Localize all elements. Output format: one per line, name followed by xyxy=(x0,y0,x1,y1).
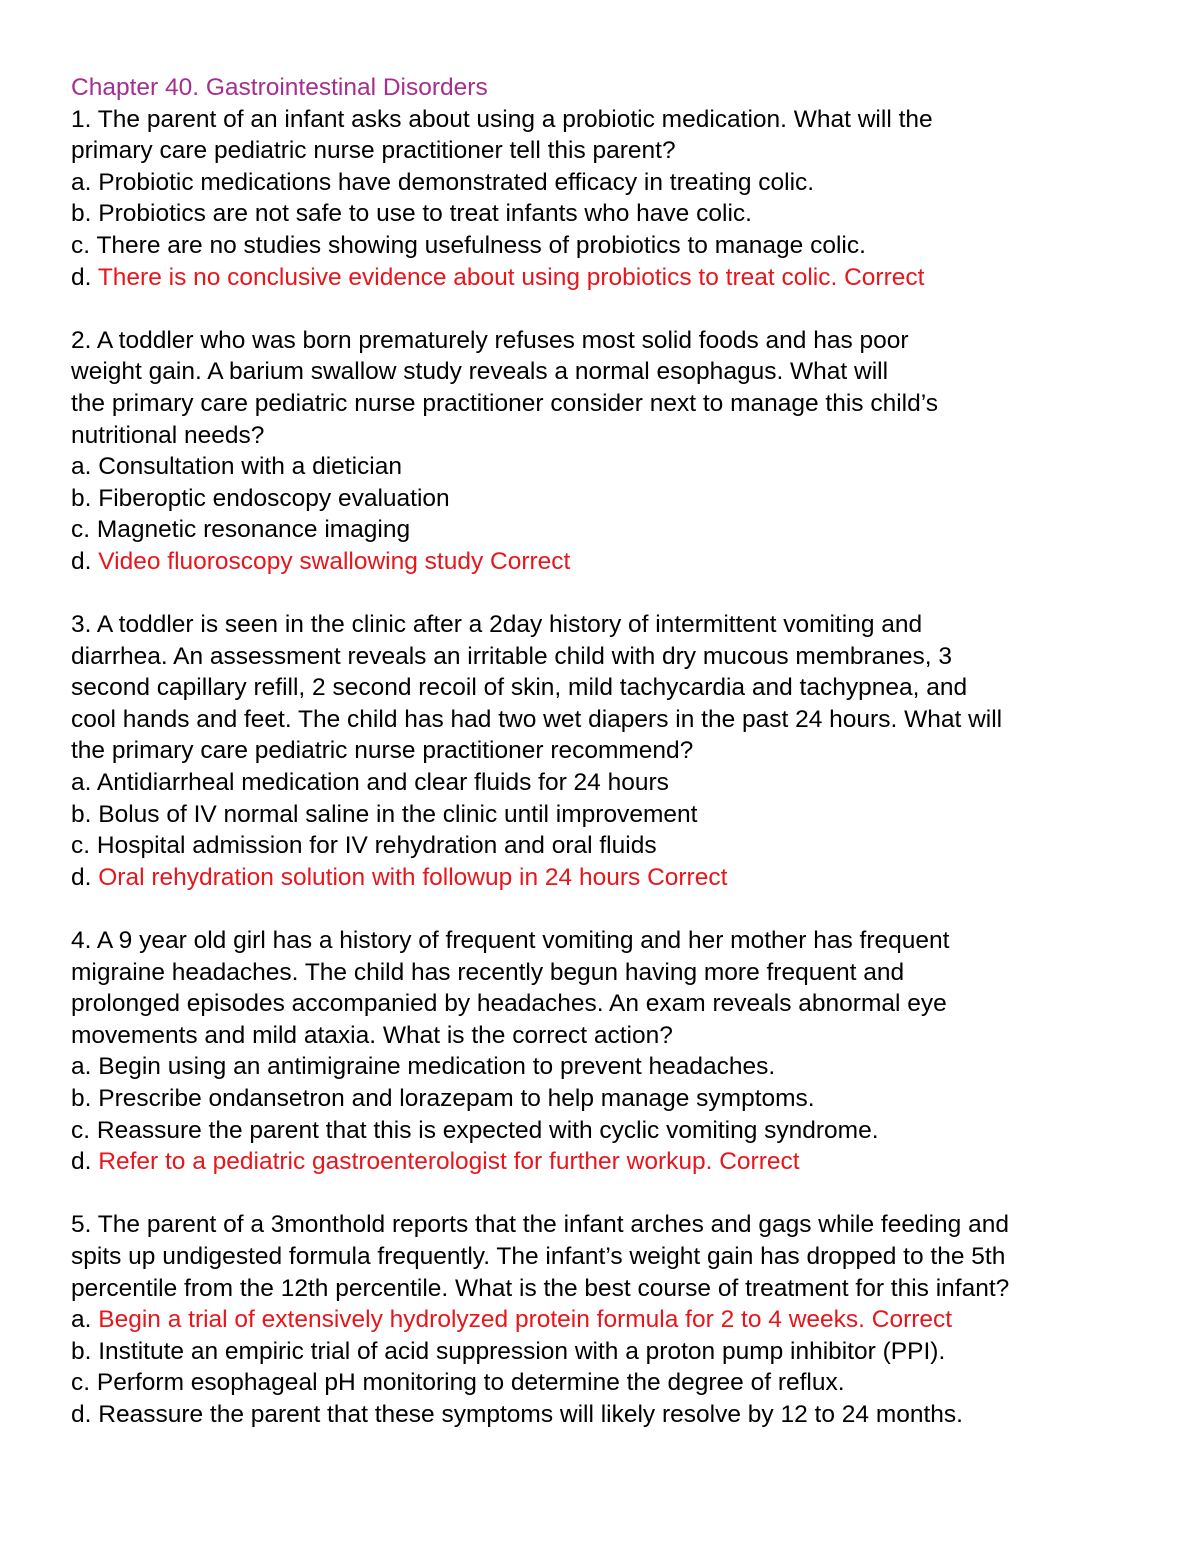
answer-option-a xyxy=(71,451,1161,483)
option-letter: c. xyxy=(71,516,91,544)
option-letter: c. xyxy=(71,231,91,259)
option-text: Consultation with a dietician xyxy=(98,453,402,481)
option-text: Perform esophageal pH monitoring to determine the degree of reflux. xyxy=(96,1369,845,1397)
question-1 xyxy=(71,104,1161,294)
answer-option-c xyxy=(71,830,1161,862)
question-stem-line: migraine headaches. The child has recently begun having more frequent and xyxy=(71,958,905,986)
option-text: Probiotic medications have demonstrated efficacy in treating colic. xyxy=(98,168,815,196)
answer-option-d xyxy=(71,1399,1161,1431)
option-letter: a. xyxy=(71,1053,92,1081)
answer-option-b xyxy=(71,198,1161,230)
question-stem-line: movements and mild ataxia. What is the correct action? xyxy=(71,1021,673,1049)
question-5 xyxy=(71,1209,1161,1430)
answer-option-b xyxy=(71,1336,1161,1368)
question-4 xyxy=(71,925,1161,1178)
question-list xyxy=(71,104,1161,1431)
option-text: Bolus of IV normal saline in the clinic until improvement xyxy=(98,800,698,828)
option-text: Magnetic resonance imaging xyxy=(96,516,411,544)
correct-answer-text: Begin a trial of extensively hydrolyzed protein formula for 2 to 4 weeks. Correct xyxy=(98,1306,953,1334)
question-stem-line: 5. The parent of a 3monthold reports that the infant arches and gags while feeding and xyxy=(71,1211,1009,1239)
option-letter: d. xyxy=(71,547,92,575)
option-letter: b. xyxy=(71,200,92,228)
answer-option-d xyxy=(71,862,1161,894)
question-stem-line: second capillary refill, 2 second recoil of skin, mild tachycardia and tachypnea, and xyxy=(71,674,968,702)
answer-option-c xyxy=(71,514,1161,546)
chapter-title: Chapter 40. Gastrointestinal Disorders xyxy=(71,74,488,101)
option-letter: d. xyxy=(71,863,92,891)
answer-option-d xyxy=(71,546,1161,578)
question-stem-line: spits up undigested formula frequently. The infant’s weight gain has dropped to the 5th xyxy=(71,1242,1006,1270)
option-text: Fiberoptic endoscopy evaluation xyxy=(98,484,450,512)
answer-option-c xyxy=(71,230,1161,262)
question-stem-line: the primary care pediatric nurse practitioner consider next to manage this child’s xyxy=(71,389,938,417)
option-text: Reassure the parent that this is expected with cyclic vomiting syndrome. xyxy=(96,1116,879,1144)
option-letter: a. xyxy=(71,168,92,196)
option-letter: d. xyxy=(71,1148,92,1176)
question-stem-line: the primary care pediatric nurse practitioner recommend? xyxy=(71,737,694,765)
option-letter: c. xyxy=(71,1116,91,1144)
answer-option-a xyxy=(71,1304,1161,1336)
question-stem-line: 3. A toddler is seen in the clinic after a 2day history of intermittent vomiting and xyxy=(71,611,923,639)
question-stem-line: primary care pediatric nurse practitioner tell this parent? xyxy=(71,137,676,165)
option-text: Institute an empiric trial of acid suppression with a proton pump inhibitor (PPI). xyxy=(98,1337,946,1365)
option-text: Antidiarrheal medication and clear fluids for 24 hours xyxy=(96,769,669,797)
option-text: Probiotics are not safe to use to treat infants who have colic. xyxy=(98,200,752,228)
answer-option-a xyxy=(71,767,1161,799)
question-stem-line: diarrhea. An assessment reveals an irritable child with dry mucous membranes, 3 xyxy=(71,642,953,670)
answer-option-a xyxy=(71,1051,1161,1083)
answer-option-c xyxy=(71,1367,1161,1399)
question-2 xyxy=(71,325,1161,578)
question-3 xyxy=(71,609,1161,893)
correct-answer-text: There is no conclusive evidence about using probiotics to treat colic. Correct xyxy=(97,263,925,291)
option-letter: c. xyxy=(71,832,91,860)
option-letter: d. xyxy=(71,1400,92,1428)
answer-option-b xyxy=(71,799,1161,831)
option-letter: d. xyxy=(71,263,92,291)
option-letter: a. xyxy=(71,453,92,481)
answer-option-c xyxy=(71,1115,1161,1147)
option-letter: a. xyxy=(71,769,92,797)
option-letter: b. xyxy=(71,484,92,512)
question-stem-line: 4. A 9 year old girl has a history of frequent vomiting and her mother has frequent xyxy=(71,927,950,955)
correct-answer-text: Oral rehydration solution with followup in 24 hours Correct xyxy=(98,863,728,891)
question-stem-line: prolonged episodes accompanied by headaches. An exam reveals abnormal eye xyxy=(71,990,947,1018)
question-stem-line: 1. The parent of an infant asks about using a probiotic medication. What will the xyxy=(71,105,933,133)
option-text: There are no studies showing usefulness of probiotics to manage colic. xyxy=(96,231,866,259)
correct-answer-text: Refer to a pediatric gastroenterologist for further workup. Correct xyxy=(98,1148,800,1176)
option-letter: c. xyxy=(71,1369,91,1397)
question-stem-line: cool hands and feet. The child has had two wet diapers in the past 24 hours. What will xyxy=(71,705,1003,733)
option-text: Begin using an antimigraine medication to prevent headaches. xyxy=(98,1053,776,1081)
option-letter: a. xyxy=(71,1306,92,1334)
question-stem-line: nutritional needs? xyxy=(71,421,265,449)
option-letter: b. xyxy=(71,1337,92,1365)
answer-option-b xyxy=(71,483,1161,515)
question-stem-line: 2. A toddler who was born prematurely refuses most solid foods and has poor xyxy=(71,326,909,354)
option-text: Prescribe ondansetron and lorazepam to help manage symptoms. xyxy=(98,1085,815,1112)
answer-option-d xyxy=(71,262,1161,294)
answer-option-b xyxy=(71,1083,1161,1115)
answer-option-d xyxy=(71,1146,1161,1178)
question-stem-line: percentile from the 12th percentile. What is the best course of treatment for this infant? xyxy=(71,1274,1010,1302)
option-letter: b. xyxy=(71,800,92,828)
question-stem-line: weight gain. A barium swallow study reveals a normal esophagus. What will xyxy=(71,358,889,386)
option-letter: b. xyxy=(71,1085,92,1112)
answer-option-a xyxy=(71,167,1161,199)
correct-answer-text: Video fluoroscopy swallowing study Correct xyxy=(98,547,571,575)
document-page xyxy=(71,72,1161,1462)
option-text: Hospital admission for IV rehydration and oral fluids xyxy=(96,832,657,860)
option-text: Reassure the parent that these symptoms will likely resolve by 12 to 24 months. xyxy=(98,1400,963,1428)
